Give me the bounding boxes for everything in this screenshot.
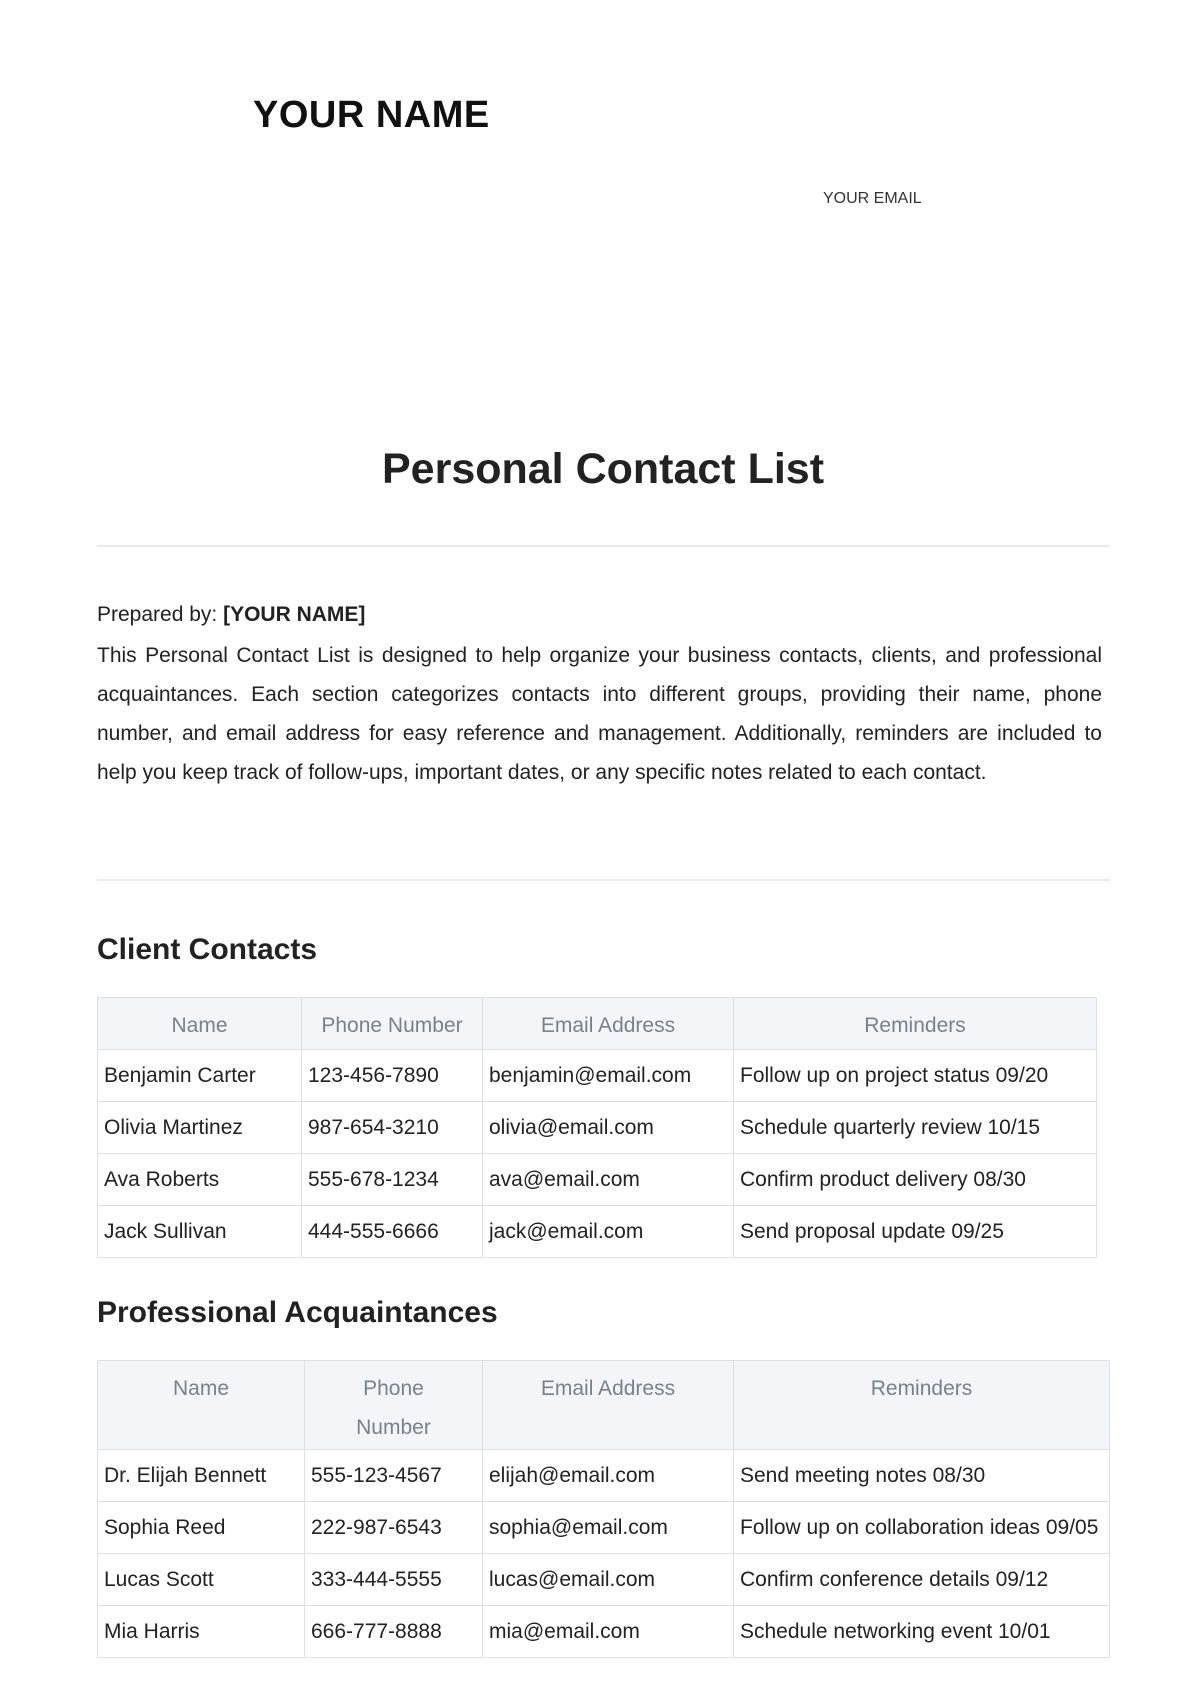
contact-email: ava@email.com <box>483 1154 734 1206</box>
table-row <box>98 1450 1110 1502</box>
table-row <box>98 1554 1110 1606</box>
column-header: Email Address <box>483 998 734 1050</box>
contact-reminder: Schedule quarterly review 10/15 <box>734 1102 1097 1154</box>
column-header: Email Address <box>483 1361 734 1450</box>
contact-name: Olivia Martinez <box>98 1102 302 1154</box>
your-email: YOUR EMAIL <box>823 190 922 207</box>
intro-paragraph: This Personal Contact List is designed to help organize your business contacts, clients, and professional acquaintances. Each section categorizes contacts into different groups, providing their name, phone number, and email address for easy reference and management. Additionally, reminders are included to help you keep track of follow-ups, important dates, or any specific notes related to each contact. <box>97 644 1102 784</box>
contact-email: mia@email.com <box>483 1606 734 1658</box>
column-header: Name <box>98 1361 305 1450</box>
client-contacts-table <box>97 997 1097 1258</box>
contact-email: olivia@email.com <box>483 1102 734 1154</box>
prepared-by-value: [YOUR NAME] <box>223 603 366 626</box>
prepared-by-label: Prepared by: <box>97 603 218 626</box>
contact-name: Sophia Reed <box>98 1502 305 1554</box>
column-header: Phone Number <box>302 998 483 1050</box>
contact-reminder: Confirm product delivery 08/30 <box>734 1154 1097 1206</box>
contact-name: Lucas Scott <box>98 1554 305 1606</box>
contact-reminder: Follow up on project status 09/20 <box>734 1050 1097 1102</box>
contact-reminder: Confirm conference details 09/12 <box>734 1554 1110 1606</box>
prepared-by <box>97 603 365 627</box>
contact-reminder: Follow up on collaboration ideas 09/05 <box>734 1502 1110 1554</box>
contact-phone: 444-555-6666 <box>302 1206 483 1258</box>
contact-phone: 666-777-8888 <box>305 1606 483 1658</box>
contact-name: Benjamin Carter <box>98 1050 302 1102</box>
contact-reminder: Send proposal update 09/25 <box>734 1206 1097 1258</box>
contact-phone: 333-444-5555 <box>305 1554 483 1606</box>
page-title: Personal Contact List <box>381 445 825 493</box>
contact-name: Jack Sullivan <box>98 1206 302 1258</box>
table-row <box>98 1102 1097 1154</box>
contact-reminder: Send meeting notes 08/30 <box>734 1450 1110 1502</box>
section-heading: Client Contacts <box>97 933 318 966</box>
table-row <box>98 1154 1097 1206</box>
section-heading: Professional Acquaintances <box>97 1296 498 1329</box>
contact-phone: 987-654-3210 <box>302 1102 483 1154</box>
contact-phone: 123-456-7890 <box>302 1050 483 1102</box>
contact-email: benjamin@email.com <box>483 1050 734 1102</box>
contact-name: Dr. Elijah Bennett <box>98 1450 305 1502</box>
contact-email: elijah@email.com <box>483 1450 734 1502</box>
divider <box>97 879 1110 881</box>
divider <box>97 545 1110 547</box>
contact-phone: 555-678-1234 <box>302 1154 483 1206</box>
column-header: Phone Number <box>305 1361 483 1450</box>
contact-phone: 555-123-4567 <box>305 1450 483 1502</box>
table-row <box>98 1206 1097 1258</box>
column-header: Reminders <box>734 998 1097 1050</box>
contact-reminder: Schedule networking event 10/01 <box>734 1606 1110 1658</box>
your-name: YOUR NAME <box>253 94 490 136</box>
contact-name: Mia Harris <box>98 1606 305 1658</box>
column-header: Name <box>98 998 302 1050</box>
contact-name: Ava Roberts <box>98 1154 302 1206</box>
table-row <box>98 1050 1097 1102</box>
contact-email: lucas@email.com <box>483 1554 734 1606</box>
contact-email: jack@email.com <box>483 1206 734 1258</box>
table-row <box>98 1606 1110 1658</box>
contact-phone: 222-987-6543 <box>305 1502 483 1554</box>
column-header: Reminders <box>734 1361 1110 1450</box>
table-row <box>98 1502 1110 1554</box>
contact-email: sophia@email.com <box>483 1502 734 1554</box>
professional-acquaintances-table <box>97 1360 1110 1658</box>
